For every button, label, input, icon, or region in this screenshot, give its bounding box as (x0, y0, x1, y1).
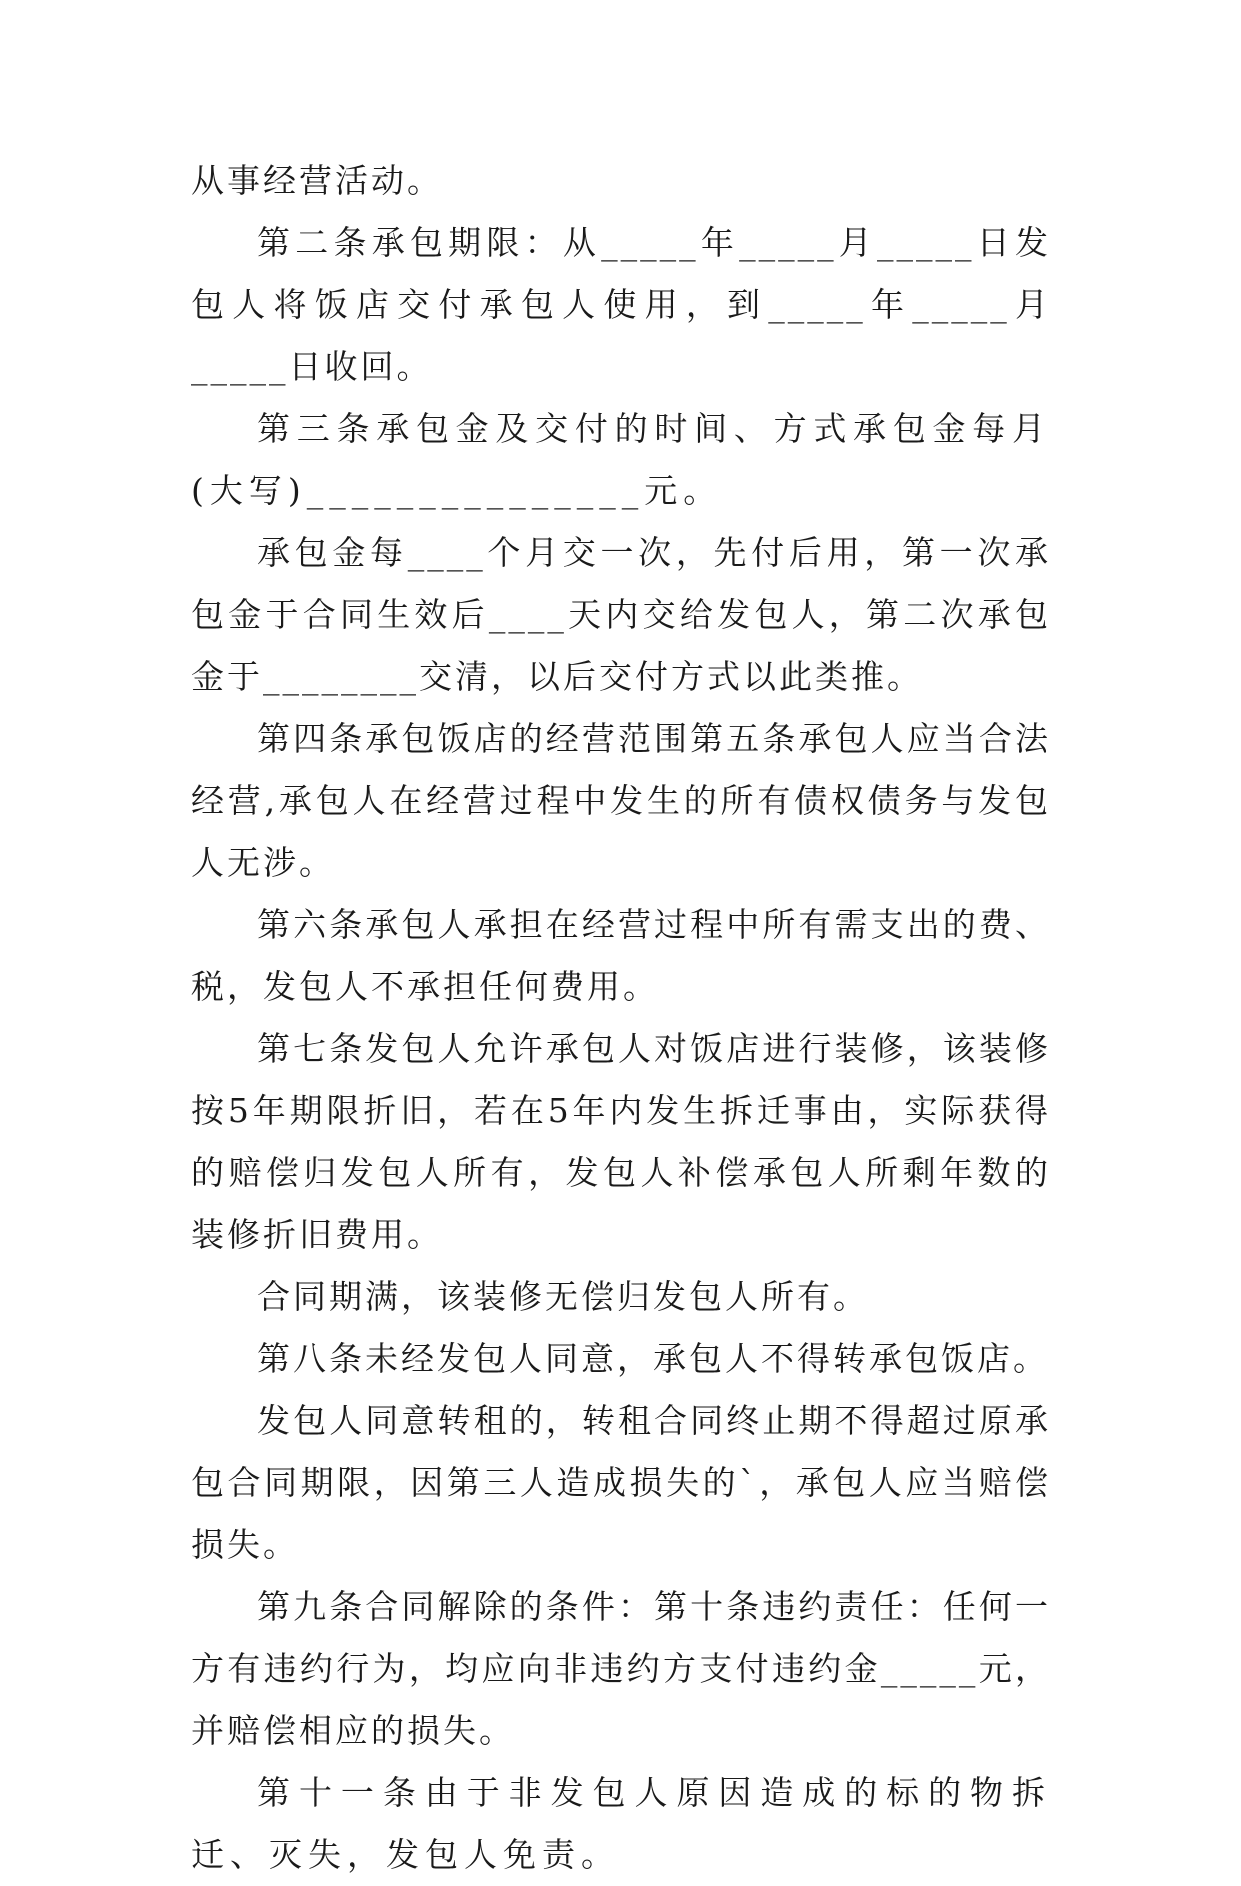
paragraph-7: 第七条发包人允许承包人对饭店进行装修，该装修按5年期限折旧，若在5年内发生拆迁事由，实际获得的赔偿归发包人所有，发包人补偿承包人所剩年数的装修折旧费用。 (191, 1029, 1051, 1254)
paragraph-10: 发包人同意转租的，转租合同终止期不得超过原承包合同期限，因第三人造成损失的`，承包人应当赔偿损失。 (191, 1401, 1051, 1564)
paragraph-12: 第十一条由于非发包人原因造成的标的物拆迁、灭失，发包人免责。 (191, 1773, 1051, 1874)
paragraph-3: 第三条承包金及交付的时间、方式承包金每月(大写)_______________元。 (191, 409, 1051, 510)
paragraph-2: 第二条承包期限：从_____年_____月_____日发包人将饭店交付承包人使用，到_____年_____月_____日收回。 (191, 223, 1051, 386)
paragraph-1: 从事经营活动。 (191, 161, 443, 200)
paragraph-4: 承包金每____个月交一次，先付后用，第一次承包金于合同生效后____天内交给发包人，第二次承包金于________交清，以后交付方式以此类推。 (191, 533, 1051, 696)
paragraph-6: 第六条承包人承担在经营过程中所有需支出的费、税，发包人不承担任何费用。 (191, 905, 1051, 1006)
paragraph-5: 第四条承包饭店的经营范围第五条承包人应当合法经营,承包人在经营过程中发生的所有债权债务与发包人无涉。 (191, 719, 1051, 882)
paragraph-11: 第九条合同解除的条件：第十条违约责任：任何一方有违约行为，均应向非违约方支付违约金_____元，并赔偿相应的损失。 (191, 1587, 1051, 1750)
paragraph-8: 合同期满，该装修无偿归发包人所有。 (257, 1277, 869, 1316)
paragraph-9: 第八条未经发包人同意，承包人不得转承包饭店。 (257, 1339, 1049, 1378)
document-page (191, 150, 1051, 1886)
